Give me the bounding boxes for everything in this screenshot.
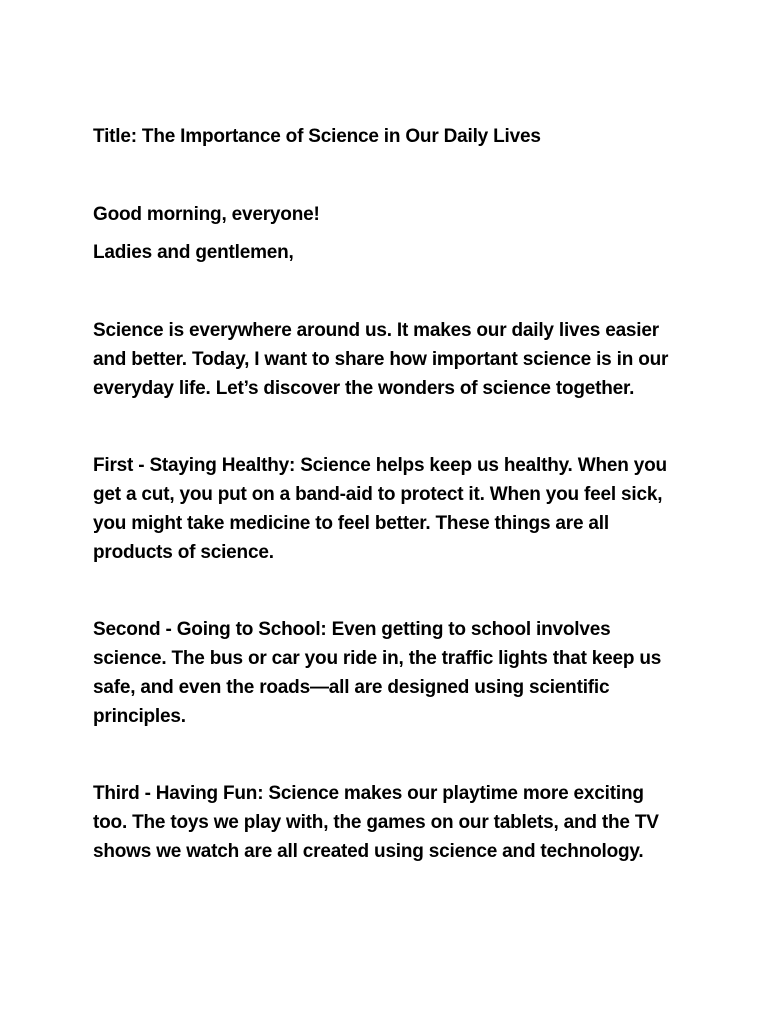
spacer bbox=[93, 403, 677, 451]
healthy-paragraph: First - Staying Healthy: Science helps keep us healthy. When you get a cut, you put on a band-aid to protect it. When you feel sick, you might take medicine to feel better. These things are all products of science. bbox=[93, 455, 667, 563]
spacer bbox=[93, 567, 677, 615]
fun-paragraph: Third - Having Fun: Science makes our playtime more exciting too. The toys we play with, the games on our tablets, and the TV shows we watch are all created using science and technology. bbox=[93, 783, 659, 862]
document-page bbox=[93, 122, 677, 866]
spacer bbox=[93, 267, 677, 316]
spacer bbox=[93, 229, 677, 238]
greeting-line: Good morning, everyone! bbox=[93, 204, 320, 225]
intro-paragraph: Science is everywhere around us. It makes our daily lives easier and better. Today, I want to share how important science is in our everyday life. Let’s discover the wonders of science together. bbox=[93, 320, 669, 399]
spacer bbox=[93, 151, 677, 200]
salutation-line: Ladies and gentlemen, bbox=[93, 242, 294, 263]
school-paragraph: Second - Going to School: Even getting to school involves science. The bus or car you ride in, the traffic lights that keep us safe, and even the roads—all are designed using scientific principles. bbox=[93, 619, 662, 727]
document-title: Title: The Importance of Science in Our Daily Lives bbox=[93, 126, 541, 147]
spacer bbox=[93, 731, 677, 779]
